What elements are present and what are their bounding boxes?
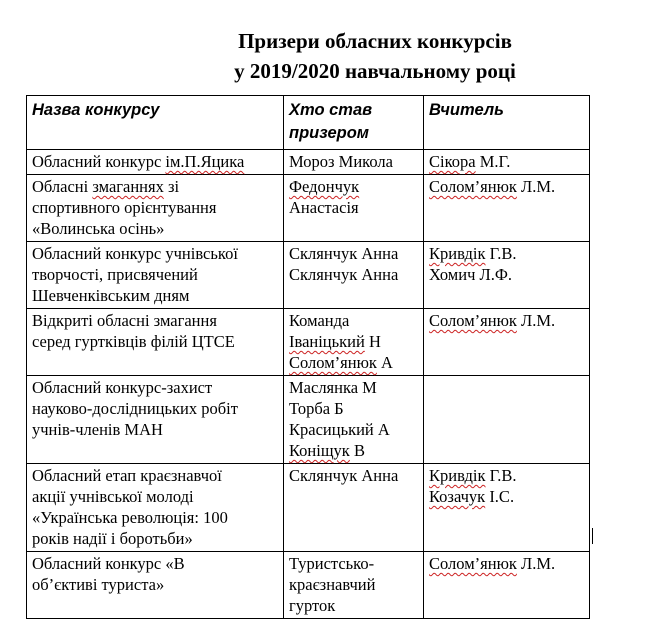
table-row xyxy=(27,464,590,552)
table-row xyxy=(27,242,590,309)
teacher-cell xyxy=(424,464,590,552)
contest-cell-line: Обласний конкурс-захист xyxy=(32,378,213,397)
contest-cell-line: спортивного орієнтування xyxy=(32,198,217,217)
header-winner xyxy=(284,96,424,150)
winner-cell-line: Торба Б xyxy=(289,399,344,418)
winner-cell-line: Іваніцький Н xyxy=(289,332,381,351)
winner-cell xyxy=(284,464,424,552)
header-text: Назва конкурсу xyxy=(32,101,160,119)
winner-cell xyxy=(284,309,424,376)
prize-winners-table xyxy=(26,95,590,619)
contest-cell-line: Відкриті обласні змагання xyxy=(32,311,217,330)
winner-cell-line: Коніщук В xyxy=(289,441,365,460)
winner-cell-line: Анастасія xyxy=(289,198,359,217)
winner-cell-line: краєзнавчий xyxy=(289,575,376,594)
teacher-cell xyxy=(424,242,590,309)
header-teacher xyxy=(424,96,590,150)
winner-cell-line: гурток xyxy=(289,596,336,615)
teacher-cell-line: Солом’янюк Л.М. xyxy=(429,554,556,573)
contest-cell-line: «Українська революція: 100 xyxy=(32,508,228,527)
teacher-cell-line: Сікора М.Г. xyxy=(429,152,511,171)
table-header-row xyxy=(27,96,590,150)
winner-cell-line: Склянчук Анна xyxy=(289,265,399,284)
table-row xyxy=(27,376,590,464)
winner-cell xyxy=(284,175,424,242)
winner-cell-line: Красицький А xyxy=(289,420,390,439)
title-line-1: Призери обласних конкурсів xyxy=(238,29,512,53)
contest-cell-line: об’єктиві туриста» xyxy=(32,575,165,594)
teacher-cell xyxy=(424,309,590,376)
contest-cell-line: учнів-членів МАН xyxy=(32,420,163,439)
winner-cell-line: Склянчук Анна xyxy=(289,244,399,263)
contest-cell-line: Шевченківським дням xyxy=(32,286,190,305)
winner-cell-line: Маслянка М xyxy=(289,378,377,397)
teacher-cell xyxy=(424,150,590,175)
winner-cell-line: Мороз Микола xyxy=(289,152,393,171)
header-contest-name xyxy=(27,96,284,150)
teacher-cell-line: Кривдік Г.В. xyxy=(429,244,517,263)
table-row xyxy=(27,552,590,619)
table-row xyxy=(27,150,590,175)
document-title xyxy=(0,26,650,86)
winner-cell-line: Федончук xyxy=(289,177,360,196)
contest-cell-line: Обласний етап краєзнавчої xyxy=(32,466,222,485)
winner-cell-line: Команда xyxy=(289,311,350,330)
winner-cell-line: Туристсько- xyxy=(289,554,375,573)
contest-cell-line: років надії і боротьби» xyxy=(32,529,193,548)
header-text: призером xyxy=(289,124,369,142)
title-line-2: у 2019/2020 навчальному році xyxy=(234,59,516,83)
contest-cell xyxy=(27,464,284,552)
winner-cell-line: Солом’янюк А xyxy=(289,353,393,372)
winner-cell xyxy=(284,376,424,464)
contest-cell-line: акції учнівської молоді xyxy=(32,487,194,506)
contest-cell-line: Обласний конкурс учнівської xyxy=(32,244,238,263)
winner-cell xyxy=(284,150,424,175)
teacher-cell xyxy=(424,552,590,619)
contest-cell-line: Обласний конкурс ім.П.Яцика xyxy=(32,152,245,171)
teacher-cell xyxy=(424,175,590,242)
contest-cell-line: серед гуртківців філій ЦТСЕ xyxy=(32,332,235,351)
contest-cell-line: Обласні змаганнях зі xyxy=(32,177,180,196)
contest-cell xyxy=(27,175,284,242)
teacher-cell-line: Хомич Л.Ф. xyxy=(429,265,512,284)
teacher-cell-line: Солом’янюк Л.М. xyxy=(429,177,556,196)
contest-cell xyxy=(27,552,284,619)
winner-cell xyxy=(284,242,424,309)
header-text: Хто став xyxy=(289,101,373,119)
table-row xyxy=(27,309,590,376)
contest-cell-line: творчості, присвячений xyxy=(32,265,198,284)
contest-cell xyxy=(27,242,284,309)
teacher-cell xyxy=(424,376,590,464)
teacher-cell-line: Кривдік Г.В. xyxy=(429,466,517,485)
contest-cell-line: Обласний конкурс «В xyxy=(32,554,185,573)
table-row xyxy=(27,175,590,242)
teacher-cell-line: Солом’янюк Л.М. xyxy=(429,311,556,330)
teacher-cell-line: Козачук І.С. xyxy=(429,487,515,506)
header-text: Вчитель xyxy=(429,101,504,119)
contest-cell-line: науково-дослідницьких робіт xyxy=(32,399,238,418)
winner-cell-line: Склянчук Анна xyxy=(289,466,399,485)
contest-cell-line: «Волинська осінь» xyxy=(32,219,165,238)
winner-cell xyxy=(284,552,424,619)
contest-cell xyxy=(27,309,284,376)
text-cursor xyxy=(592,528,593,544)
contest-cell xyxy=(27,150,284,175)
contest-cell xyxy=(27,376,284,464)
